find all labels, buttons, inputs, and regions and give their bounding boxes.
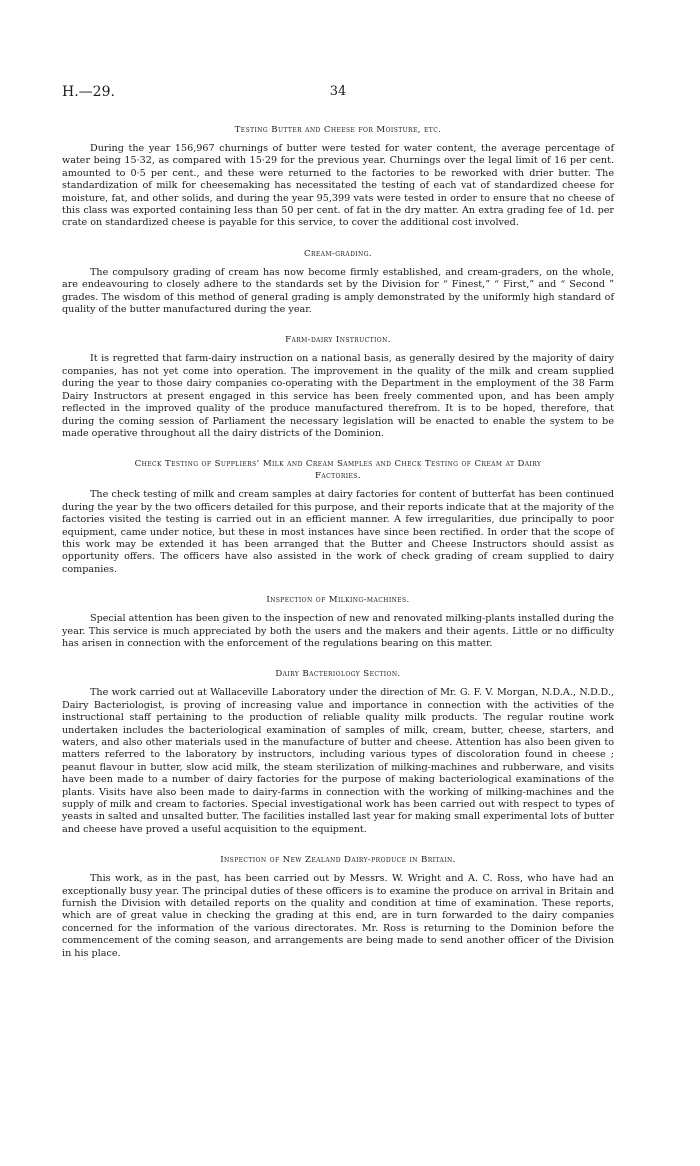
section-paragraph: This work, as in the past, has been carried out by Messrs. W. Wright and A. C. Ross, who have had an exceptionally busy year. The principal duties of these officers is to examine the produce on arrival in Britain and furnish the Division with detailed reports on the quality and condition at time of examination. These reports, which are of great value in checking the grading at this end, are in turn forwarded to the dairy companies concerned for the information of the various directorates. Mr. Ross is returning to the Dominion before the commencement of the coming season, and arrangements are being made to send another officer of the Division in his place. (62, 873, 614, 959)
page-number: 34 (329, 84, 347, 99)
section-heading: Testing Butter and Cheese for Moisture, etc. (234, 125, 442, 135)
section-paragraph: The check testing of milk and cream samples at dairy factories for content of butterfat has been continued during the year by the two officers detailed for this purpose, and their reports indicate that at the majority of the factories visited the testing is carried out in an efficient manner. A few irregularities, due principally to poor equipment, came under notice, but these in most instances have since been rectified. In order that the scope of this work may be extended it has been arranged that the Butter and Cheese Instructors should assist as opportunity offers. The officers have also assisted in the work of check grading of cream supplied to dairy companies. (62, 489, 614, 575)
section-dairy-bacteriology (62, 668, 614, 836)
section-check-testing (62, 458, 614, 576)
section-heading: Inspection of Milking-machines. (266, 595, 410, 606)
section-testing-butter-cheese (62, 124, 614, 230)
section-cream-grading (62, 248, 614, 317)
section-heading: Inspection of New Zealand Dairy-produce in Britain. (220, 855, 456, 866)
section-paragraph: Special attention has been given to the inspection of new and renovated milking-plants installed during the year. This service is much appreciated by both the users and the makers and their agents. Little or no difficulty has arisen in connection with the enforcement of the regulations bearing on this matter. (62, 613, 614, 649)
section-paragraph: The work carried out at Wallaceville Laboratory under the direction of Mr. G. F. V. Morgan, N.D.A., N.D.D., Dairy Bacteriologist, is proving of increasing value and importance in connection with the activities of the instructional staff pertaining to the production of reliable quality milk products. The regular routine work undertaken includes the bacteriological examination of samples of milk, cream, butter, cheese, starters, and waters, and also other materials used in the manufacture of butter and cheese. Attention has also been given to matters referred to the laboratory by instructors, including various types of discoloration found in cheese ; peanut flavour in butter, slow acid milk, the steam sterilization of milking-machines and rubberware, and visits have been made to a number of dairy factories for the purpose of making bacteriological examinations of the plants. Visits have also been made to dairy-farms in connection with the working of milking-machines and the supply of milk and cream to factories. Special investigational work has been carried out with respect to types of yeasts in salted and unsalted butter. The facilities installed last year for making small experimental lots of butter and cheese have proved a useful acquisition to the equipment. (62, 687, 614, 835)
section-heading: Farm-dairy Instruction. (285, 335, 391, 346)
section-paragraph: The compulsory grading of cream has now become firmly established, and cream-graders, on the whole, are endeavouring to closely adhere to the standards set by the Division for “ Finest,” “ First,” and “ Second ” grades. The wisdom of this method of general grading is amply demonstrated by the uniformly high standard of quality of the butter manufactured during the year. (62, 266, 614, 316)
section-inspection-britain (62, 854, 614, 960)
section-heading: Cream-grading. (303, 248, 373, 259)
section-paragraph: It is regretted that farm-dairy instruction on a national basis, as generally desired by the majority of dairy companies, has not yet come into operation. The improvement in the quality of the milk and cream supplied during the year to those dairy companies co-operating with the Department in the employment of the 38 Farm Dairy Instructors at present engaged in this service has been freely commented upon, and has been amply reflected in the improved quality of the produce manufactured therefrom. It is to be hoped, therefore, that during the coming session of Parliament the necessary legislation will be enacted to enable the system to be made operative throughout all the dairy districts of the Dominion. (62, 353, 614, 439)
section-paragraph: During the year 156,967 churnings of butter were tested for water content, the average percentage of water being 15·32, as compared with 15·29 for the previous year. Churnings over the legal limit of 16 per cent. amounted to 0·5 per cent., and these were returned to the factories to be reworked with drier butter. The standardization of milk for cheesemaking has necessitated the testing of each vat of standardized cheese for moisture, fat, and other solids, and during the year 95,399 vats were tested in order to ensure that no cheese of this class was exported containing less than 50 per cent. of fat in the dry matter. An extra grading fee of 1d. per crate on standardized cheese is payable for this service, to cover the additional cost involved. (62, 143, 614, 229)
report-reference: H.—29. (62, 84, 115, 100)
section-heading: Check Testing of Suppliers’ Milk and Cream Samples and Check Testing of Cream at Dairy Factories. (134, 459, 542, 482)
document-page (62, 84, 614, 960)
section-milking-machines (62, 594, 614, 650)
page-header (62, 84, 614, 106)
section-farm-dairy-instruction (62, 334, 614, 440)
section-heading: Dairy Bacteriology Section. (275, 669, 401, 680)
